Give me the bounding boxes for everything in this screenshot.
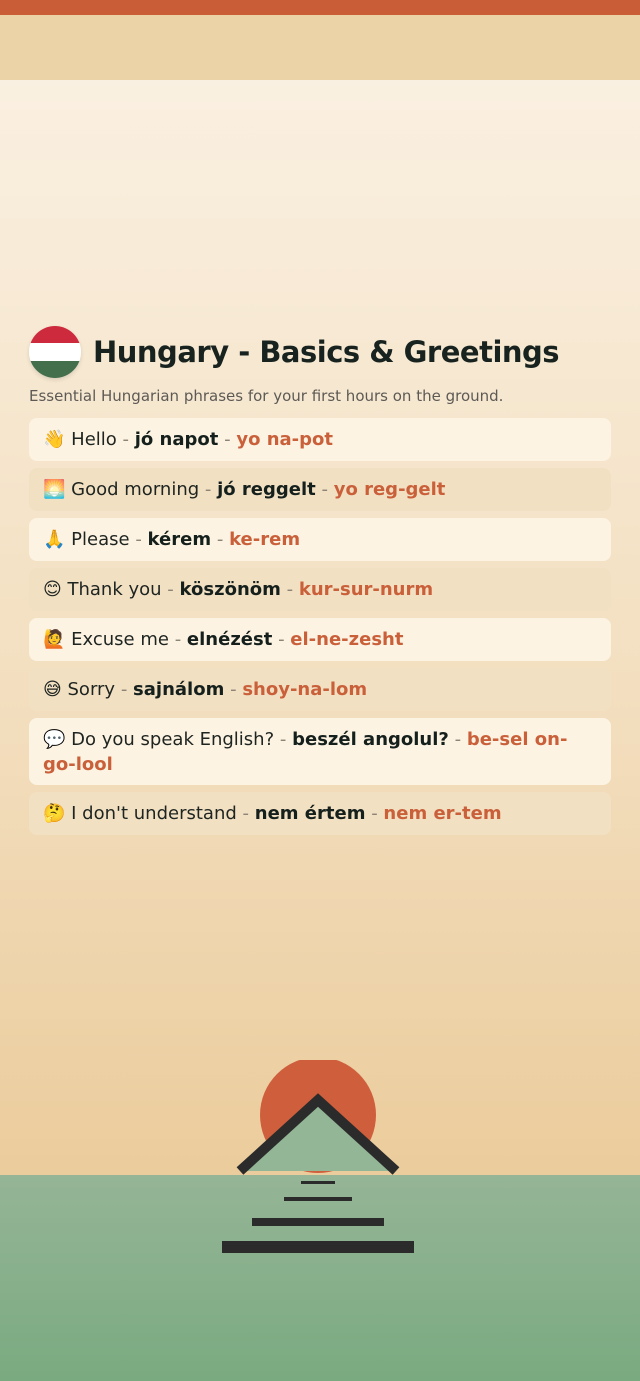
- phrase-card: [29, 418, 611, 461]
- speech-bubble-icon: 💬: [43, 729, 66, 750]
- separator: -: [242, 803, 250, 824]
- pronunciation: el-ne-zesht: [290, 629, 404, 650]
- flag-stripe-green: [29, 361, 81, 378]
- horizon-line-4: [222, 1241, 414, 1253]
- english-phrase: Please: [71, 529, 130, 550]
- english-phrase: I don't understand: [71, 803, 237, 824]
- separator: -: [224, 429, 231, 450]
- separator: -: [371, 803, 378, 824]
- english-phrase: Hello: [71, 429, 117, 450]
- top-band: [0, 15, 640, 80]
- phrase-card: [29, 468, 611, 511]
- pronunciation: kur-sur-nurm: [298, 579, 434, 600]
- pronunciation: ke-rem: [229, 529, 301, 550]
- separator: -: [204, 479, 212, 500]
- separator: -: [135, 529, 142, 550]
- flag-stripe-red: [29, 326, 81, 343]
- hungarian-phrase: sajnálom: [133, 679, 225, 700]
- english-phrase: Thank you: [67, 579, 162, 600]
- page-title: Hungary - Basics & Greetings: [93, 335, 560, 369]
- hungarian-phrase: kérem: [147, 529, 212, 550]
- separator: -: [230, 679, 237, 700]
- hungarian-phrase: jó napot: [134, 429, 219, 450]
- horizon-line-3: [252, 1218, 384, 1226]
- pronunciation: be-sel on-go-lool: [43, 729, 568, 775]
- hungary-flag-icon: [29, 326, 81, 378]
- top-accent-bar: [0, 0, 640, 15]
- hungarian-phrase: elnézést: [186, 629, 273, 650]
- phrase-card: [29, 668, 611, 711]
- separator: -: [286, 579, 294, 600]
- raising-hand-icon: 🙋: [43, 629, 66, 650]
- page-header: [29, 326, 619, 378]
- phrase-card: [29, 792, 611, 835]
- folded-hands-icon: 🙏: [43, 529, 66, 550]
- separator: -: [122, 429, 130, 450]
- hungarian-phrase: köszönöm: [179, 579, 281, 600]
- english-phrase: Excuse me: [71, 629, 169, 650]
- separator: -: [321, 479, 328, 500]
- phrase-card: [29, 618, 611, 661]
- phrase-list: [29, 418, 611, 842]
- sunrise-icon: 🌅: [43, 479, 66, 500]
- phrase-card: [29, 518, 611, 561]
- hungarian-phrase: nem értem: [254, 803, 366, 824]
- horizon-line-2: [284, 1197, 352, 1201]
- separator: -: [216, 529, 224, 550]
- pronunciation: shoy-na-lom: [242, 679, 368, 700]
- separator: -: [278, 629, 285, 650]
- separator: -: [120, 679, 128, 700]
- separator: -: [454, 729, 462, 750]
- grinning-sweat-icon: 😅: [43, 679, 62, 700]
- pronunciation: yo reg-gelt: [333, 479, 446, 500]
- landscape-illustration: [0, 1060, 640, 1381]
- hungarian-phrase: jó reggelt: [217, 479, 316, 500]
- phrase-card: [29, 718, 611, 785]
- separator: -: [174, 629, 182, 650]
- pronunciation: yo na-pot: [236, 429, 333, 450]
- smiling-face-icon: 😊: [43, 579, 62, 600]
- page-subtitle: Essential Hungarian phrases for your first hours on the ground.: [29, 387, 504, 405]
- waving-hand-icon: 👋: [43, 429, 66, 450]
- english-phrase: Sorry: [67, 679, 116, 700]
- separator: -: [279, 729, 287, 750]
- thinking-face-icon: 🤔: [43, 803, 66, 824]
- horizon-line-1: [301, 1181, 335, 1184]
- phrase-card: [29, 568, 611, 611]
- english-phrase: Do you speak English?: [71, 729, 275, 750]
- english-phrase: Good morning: [71, 479, 200, 500]
- separator: -: [167, 579, 174, 600]
- hungarian-phrase: beszél angolul?: [292, 729, 449, 750]
- pronunciation: nem er-tem: [383, 803, 502, 824]
- flag-stripe-white: [29, 343, 81, 360]
